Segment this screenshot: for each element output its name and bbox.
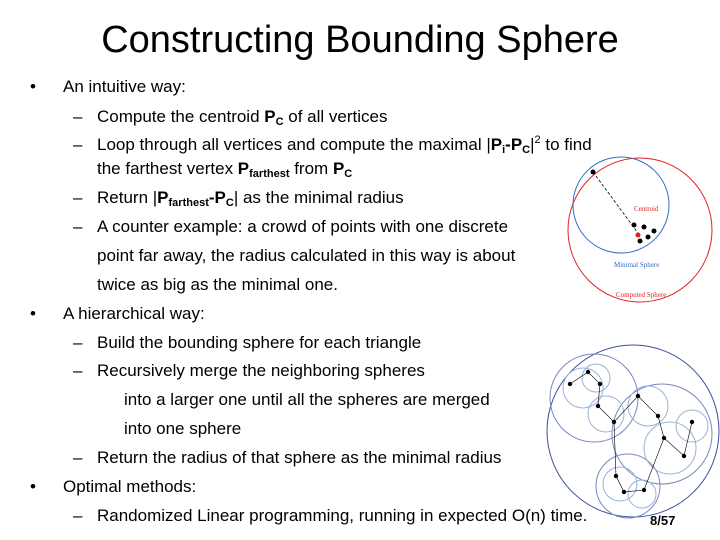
item-loop-vertices: Loop through all vertices and compute the maximal $|P_i-P_C|^2$ to find <box>97 134 592 156</box>
hierarchical-spheres-figure <box>488 326 720 536</box>
item-randomized-lp: Randomized Linear programming, running in expected O(n) time. <box>97 506 588 525</box>
dash-marker: – <box>73 333 83 352</box>
minimal-sphere-label: Minimal Sphere <box>614 261 660 269</box>
crowd-point <box>642 225 647 230</box>
item-return-radius: Return $|P_{farthest}-P_C|$ as the minimal radius <box>97 188 404 209</box>
item-return-sphere-radius: Return the radius of that sphere as the minimal radius <box>97 448 502 467</box>
computed-sphere-circle <box>568 158 712 302</box>
dash-marker: – <box>73 188 83 207</box>
dash-marker: – <box>73 448 83 467</box>
centroid-point <box>636 233 641 238</box>
page-number: 8/57 <box>650 513 676 528</box>
crowd-point <box>652 229 657 234</box>
crowd-point <box>632 223 637 228</box>
dash-marker: – <box>73 217 83 236</box>
page-title: Constructing Bounding Sphere <box>101 19 619 61</box>
dash-marker: – <box>73 107 83 126</box>
centroid-label: Centroid <box>634 205 659 213</box>
triangle-sphere-circle <box>644 422 696 474</box>
item-merge-3: into one sphere <box>124 419 242 438</box>
radius-dashed-line <box>593 172 638 233</box>
bullet-marker: • <box>30 477 36 496</box>
bullet-optimal: Optimal methods: <box>63 477 197 496</box>
item-counter-example-2: point far away, the radius calculated in this way is about <box>97 246 516 265</box>
triangle-sphere-circle <box>628 480 656 508</box>
item-merge-1: Recursively merge the neighboring spheres <box>97 361 425 380</box>
merged-sphere-circle <box>596 454 660 518</box>
crowd-point <box>646 235 651 240</box>
item-build-sphere: Build the bounding sphere for each triangle <box>97 333 422 352</box>
computed-sphere-label: Computed Sphere <box>616 291 667 299</box>
crowd-point <box>638 239 643 244</box>
item-merge-2: into a larger one until all the spheres are merged <box>124 390 490 409</box>
bullet-intuitive: An intuitive way: <box>63 77 186 96</box>
dash-marker: – <box>73 361 83 380</box>
item-loop-vertices-cont: the farthest vertex $P_{farthest}$ from $P_C$ <box>97 159 353 180</box>
dash-marker: – <box>73 506 83 525</box>
item-counter-example-3: twice as big as the minimal one. <box>97 275 338 294</box>
counter-example-figure <box>556 155 720 310</box>
bullet-hierarchical: A hierarchical way: <box>63 304 205 323</box>
far-point <box>591 170 596 175</box>
bullet-marker: • <box>30 304 36 323</box>
merged-sphere-circle <box>550 354 638 442</box>
item-compute-centroid: Compute the centroid $P_C$ of all vertices <box>97 107 388 128</box>
dash-marker: – <box>73 135 83 154</box>
triangle-sphere-circle <box>582 364 610 392</box>
item-counter-example-1: A counter example: a crowd of points with one discrete <box>97 217 509 236</box>
bullet-marker: • <box>30 77 36 96</box>
triangle-sphere-circle <box>676 410 708 442</box>
